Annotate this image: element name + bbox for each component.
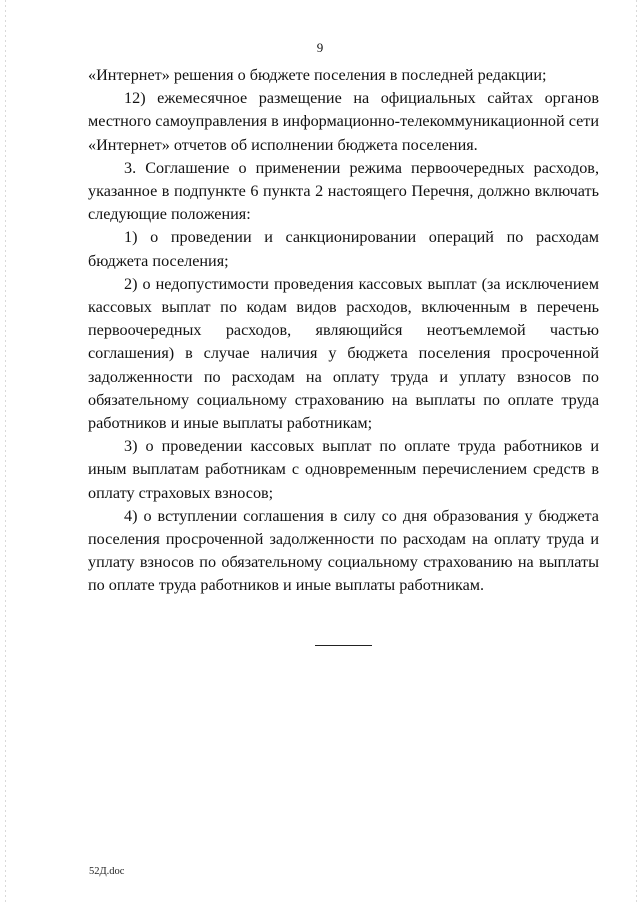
scan-edge-right	[636, 0, 637, 905]
file-name-label: 52Д.doc	[89, 866, 125, 877]
page-number: 9	[316, 40, 324, 55]
paragraph-subitem-3: 3) о проведении кассовых выплат по оплате труда работников и иным выплатам работникам с одновременным перечислением средств в оплату страховых взносов;	[88, 437, 599, 502]
paragraph-subitem-4: 4) о вступлении соглашения в силу со дня образования у бюджета поселения просроченной задолженности по расходам на оплату труда и уплату взносов по обязательному социальному страхованию на выплаты по оплате труда работников и иные выплаты работникам.	[88, 506, 599, 595]
end-of-text-rule	[315, 645, 372, 646]
paragraph-item-12: 12) ежемесячное размещение на официальных сайтах органов местного самоуправления в информационно-телекоммуникационной сети «Интернет» отчетов об исполнении бюджета поселения.	[88, 89, 599, 154]
paragraph-continuation: «Интернет» решения о бюджете поселения в последней редакции;	[88, 66, 547, 84]
paragraph-section-3: 3. Соглашение о применении режима первоочередных расходов, указанное в подпункте 6 пункта 2 настоящего Перечня, должно включать следующие положения:	[88, 158, 599, 224]
scan-edge-left	[5, 0, 6, 905]
paragraph-subitem-1: 1) о проведении и санкционировании операций по расходам бюджета поселения;	[88, 228, 599, 270]
paragraph-subitem-2: 2) о недопустимости проведения кассовых выплат (за исключением кассовых выплат по кодам видов расходов, включенным в перечень первоочередных расходов, являющийся неотъемлемой частью соглашения) в случае наличия у бюджета поселения просроченной задолженности по расходам на оплату труда и уплату взносов по обязательному социальному страхованию на выплаты по оплате труда работников и иные выплаты работникам;	[88, 274, 599, 433]
document-body	[88, 64, 599, 598]
